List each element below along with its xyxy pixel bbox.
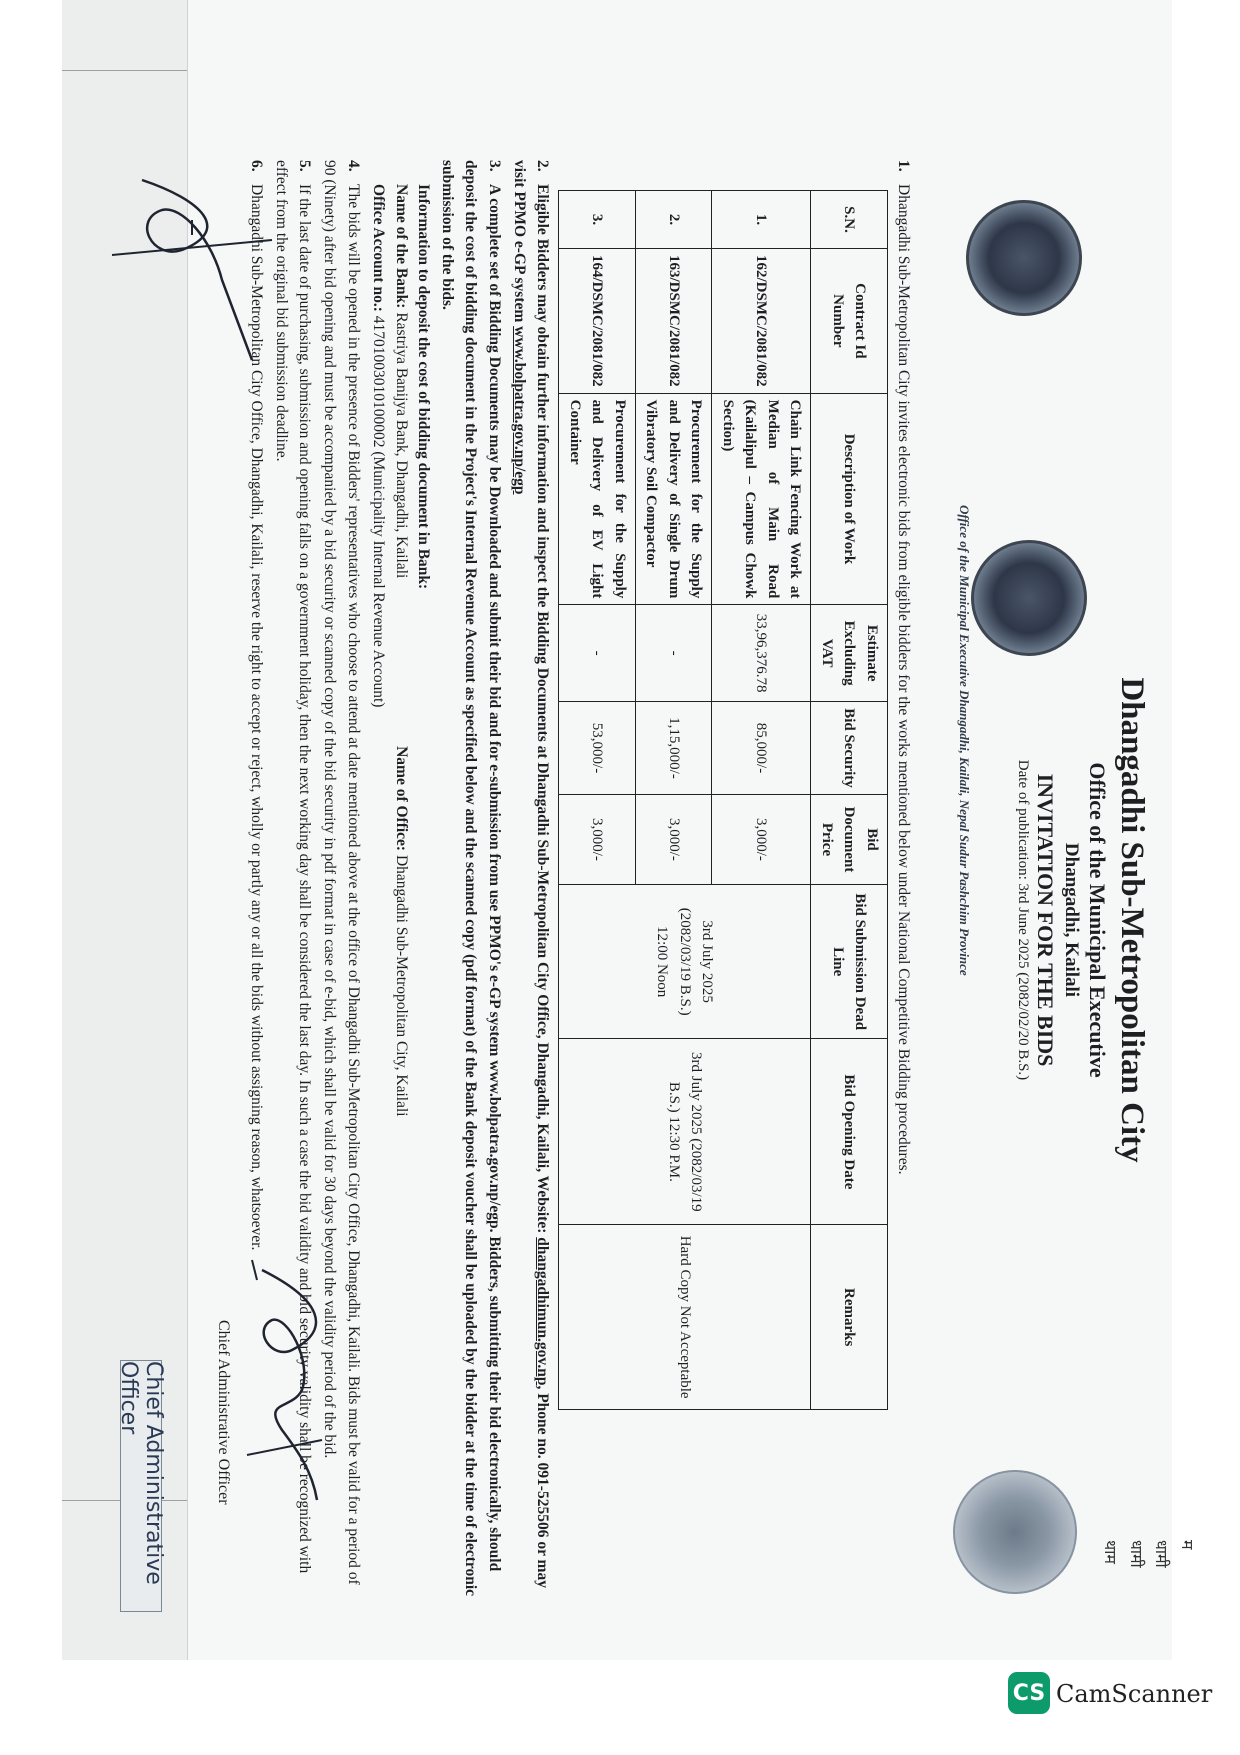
paragraph-6: 6.Dhangadhi Sub-Metropolitan City Office, Dhangadhi, Kailali, reserve the right to accept or reject, wholly or partly any or all the bids without assigning reason, whatsoever. (247, 160, 265, 1251)
round-office-stamp (953, 1470, 1077, 1594)
office-name: Office of the Municipal Executive (1084, 762, 1110, 1078)
bank-name-line: Name of the Bank: Rastriya Banijya Bank, Dhangadhi, Kailali Name of Office: Dhangadhi Sub-Metropolitan City, Kailali (392, 184, 410, 1117)
col-bid-security: Bid Security (811, 702, 888, 795)
col-opening: Bid Opening Date (811, 1039, 888, 1225)
cell-doc-price: 3,000/- (559, 795, 636, 885)
cell-contract-id: 164/DSMC/2081/082 (559, 249, 636, 394)
account-line: Office Account no.: 41701003010100002 (Municipality Internal Revenue Account) (370, 184, 388, 708)
title-block (1013, 640, 1152, 1200)
paragraph-4: 4.The bids will be opened in the presence of Bidders' representatives who choose to attend at date mentioned above at the office of Dhangadhi Sub-Metropolitan City Office, Dhangadhi, Kailali. Bids must be valid for a period of 90 (Ninety) after bid opening and must be accompanied by a bid security or scanned copy of the bid security in pdf format in case of e-bid, which shall be valid for 30 days beyond the validity period of the bid. (321, 160, 362, 1585)
cell-estimate: 33,96,376.78 (712, 605, 811, 702)
paragraph-2: 2.Eligible Bidders may obtain further information and inspect the Bidding Documents at Dhangadhi Sub-Metropolitan City Office, Dhangadhi, Kailali, Website: dhangadhimun.gov.np, Phone no. 091-525506 or may visit PPMO e-GP system www.bolpatra.gov.np/egp (511, 160, 552, 1588)
cell-bid-security: 85,000/- (712, 702, 811, 795)
cell-estimate: - (635, 605, 712, 702)
office-location: Dhangadhi, Kailali (1061, 842, 1083, 998)
seal-caption: Office of the Municipal Executive Dhangadhi, Kailali, Nepal Sudur Pashchim Province (957, 505, 972, 976)
edge-devanagari-text: म धामी धामी थाम (1101, 1540, 1197, 1568)
notice-header (922, 40, 1197, 1640)
egp-link[interactable]: www.bolpatra.gov.np/egp (511, 326, 528, 495)
cell-contract-id: 163/DSMC/2081/082 (635, 249, 712, 394)
municipal-seal-logo (971, 540, 1087, 656)
notice-body (242, 160, 917, 1600)
website-link[interactable]: dhangadhimun.gov.np (534, 1237, 552, 1386)
bids-table (558, 190, 888, 1410)
col-contract-id: Contract Id Number (811, 249, 888, 394)
signatory-label: Chief Administrative Officer (215, 1320, 232, 1505)
nepal-emblem-logo (966, 200, 1082, 316)
col-deadline: Bid Submission Dead Line (811, 884, 888, 1038)
cell-sn: 1. (712, 191, 811, 249)
paragraph-1: 1.Dhangadhi Sub-Metropolitan City invites electronic bids from eligible bidders for the works mentioned below under National Competitive Bidding procedures. (895, 160, 912, 1175)
notice-title: INVITATION FOR THE BIDS (1033, 773, 1059, 1067)
table-row (712, 191, 811, 1410)
cell-doc-price: 3,000/- (712, 795, 811, 885)
table-header-row (811, 191, 888, 1410)
cell-bid-security: 53,000/- (559, 702, 636, 795)
paragraph-3: 3.A complete set of Bidding Documents may be Downloaded and submit their bid and for e-submission from use PPMO's e-GP system www.bolpatra.gov.np/egp. Bidders, submitting their bid electronically, should deposit the cost of bidding document in the Project's Internal Revenue Account as specified below and the scanned copy (pdf format) of the Bank deposit voucher shall be uploaded by the bidder at the time of electronic submission of the bids. (439, 160, 503, 1597)
cell-contract-id: 162/DSMC/2081/082 (712, 249, 811, 394)
cell-deadline: 3rd July 2025 (2082/03/19 B.S.) 12:00 Noon (559, 884, 811, 1038)
chief-signature (232, 1240, 342, 1560)
col-sn: S.N. (811, 191, 888, 249)
paragraph-5: 5.If the last date of purchasing, submission and opening falls on a government holiday, then the next working day shall be considered the last day. In such a case the bid validity and bid security validity shall be recognized with effect from the original bid submission deadline. (272, 160, 314, 1574)
page-title: Dhangadhi Sub-Metropolitan City (1114, 677, 1150, 1163)
rotated-notice (72, 40, 1197, 1640)
publication-date: Date of publication: 3rd June 2025 (2082/02/20 B.S.) (1015, 759, 1031, 1081)
cell-description: Chain Link Fencing Work at Median of Main Road (Kailalipul – Campus Chowk Section) (712, 393, 811, 605)
cell-sn: 3. (559, 191, 636, 249)
cell-estimate: - (559, 605, 636, 702)
cell-description: Procurement for the Supply and Delivery of EV Light Container (559, 393, 636, 605)
col-doc-price: Bid Document Price (811, 795, 888, 885)
cell-opening: 3rd July 2025 (2082/03/19 B.S.) 12:30 P.M. (559, 1039, 811, 1225)
scanned-page (62, 0, 1197, 1660)
cell-sn: 2. (635, 191, 712, 249)
left-signature (102, 160, 292, 380)
designation-stamp: Chief Administrative Officer (120, 1360, 162, 1612)
camscanner-logo-icon: CS (1008, 1672, 1050, 1714)
bank-info (367, 184, 434, 1600)
camscanner-brand: CamScanner (1056, 1680, 1213, 1708)
col-estimate: Estimate Excluding VAT (811, 605, 888, 702)
col-description: Description of Work (811, 393, 888, 605)
cell-remarks: Hard Copy Not Acceptable (559, 1225, 811, 1410)
cell-bid-security: 1,15,000/- (635, 702, 712, 795)
bank-heading: Information to deposit the cost of bidding document in Bank: (415, 184, 432, 590)
cell-doc-price: 3,000/- (635, 795, 712, 885)
cell-description: Procurement for the Supply and Delivery of Single Drum Vibratory Soil Compactor (635, 393, 712, 605)
col-remarks: Remarks (811, 1225, 888, 1410)
